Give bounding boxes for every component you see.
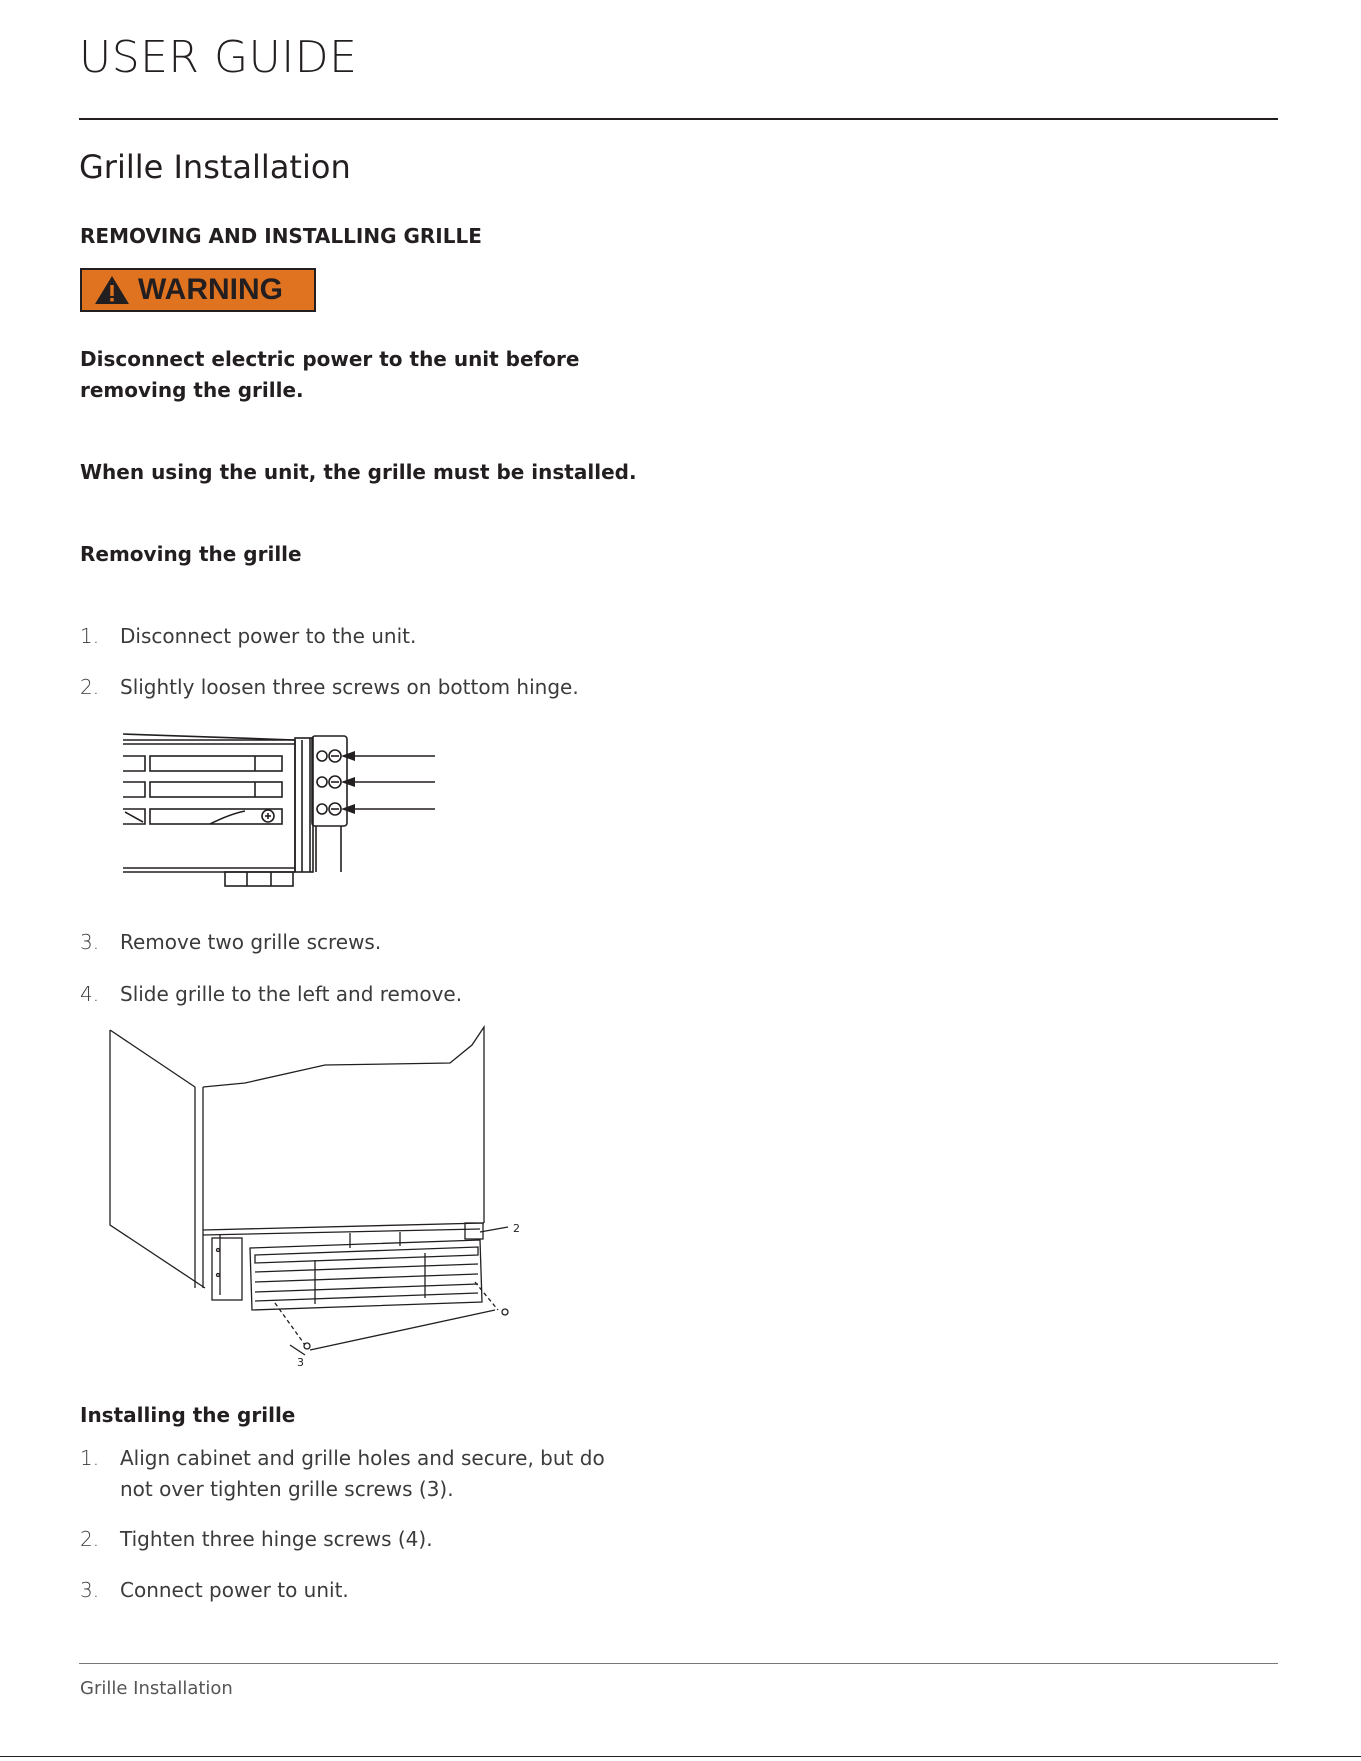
step-number: 1. bbox=[80, 624, 100, 648]
step-number: 1. bbox=[80, 1446, 100, 1470]
grille-removal-diagram bbox=[100, 1020, 530, 1369]
removing-step-4-text: Slide grille to the left and remove. bbox=[120, 982, 463, 1006]
step-number: 4. bbox=[80, 982, 100, 1006]
hinge-screws-diagram bbox=[115, 734, 440, 889]
warning-text: WARNING bbox=[138, 273, 283, 306]
warning-message: Disconnect electric power to the unit before removing the grille. bbox=[80, 347, 580, 402]
installing-step-3 bbox=[80, 1575, 120, 1606]
page-bottom-edge bbox=[0, 1756, 1361, 1757]
removing-step-1-text: Disconnect power to the unit. bbox=[120, 624, 417, 648]
step-number: 3. bbox=[80, 1578, 100, 1602]
warning-label bbox=[80, 268, 316, 312]
removing-step-3 bbox=[80, 927, 120, 958]
installing-step-1 bbox=[80, 1443, 120, 1474]
grille-note: When using the unit, the grille must be installed. bbox=[80, 460, 637, 484]
step-number: 2. bbox=[80, 675, 100, 699]
installing-step-2 bbox=[80, 1524, 120, 1555]
removing-installing-heading: REMOVING AND INSTALLING GRILLE bbox=[80, 224, 482, 248]
removing-step-4 bbox=[80, 979, 120, 1010]
removing-step-2 bbox=[80, 672, 120, 703]
footer-text: Grille Installation bbox=[80, 1678, 233, 1699]
removing-step-1 bbox=[80, 621, 120, 652]
removing-heading: Removing the grille bbox=[80, 542, 302, 566]
removing-step-3-text: Remove two grille screws. bbox=[120, 930, 382, 954]
warning-triangle-icon bbox=[94, 275, 130, 305]
installing-step-2-text: Tighten three hinge screws (4). bbox=[120, 1527, 433, 1551]
header-rule bbox=[79, 118, 1278, 120]
step-number: 2. bbox=[80, 1527, 100, 1551]
section-title: Grille Installation bbox=[79, 148, 351, 186]
document-title: USER GUIDE bbox=[79, 32, 358, 83]
step-number: 3. bbox=[80, 930, 100, 954]
installing-step-3-text: Connect power to unit. bbox=[120, 1578, 349, 1602]
installing-step-1-text: Align cabinet and grille holes and secure, but do not over tighten grille screws (3). bbox=[120, 1446, 605, 1501]
removing-step-2-text: Slightly loosen three screws on bottom hinge. bbox=[120, 675, 579, 699]
footer-rule bbox=[79, 1663, 1278, 1664]
callout-3: 3 bbox=[297, 1356, 304, 1369]
installing-heading: Installing the grille bbox=[80, 1403, 296, 1427]
callout-2: 2 bbox=[513, 1222, 520, 1235]
